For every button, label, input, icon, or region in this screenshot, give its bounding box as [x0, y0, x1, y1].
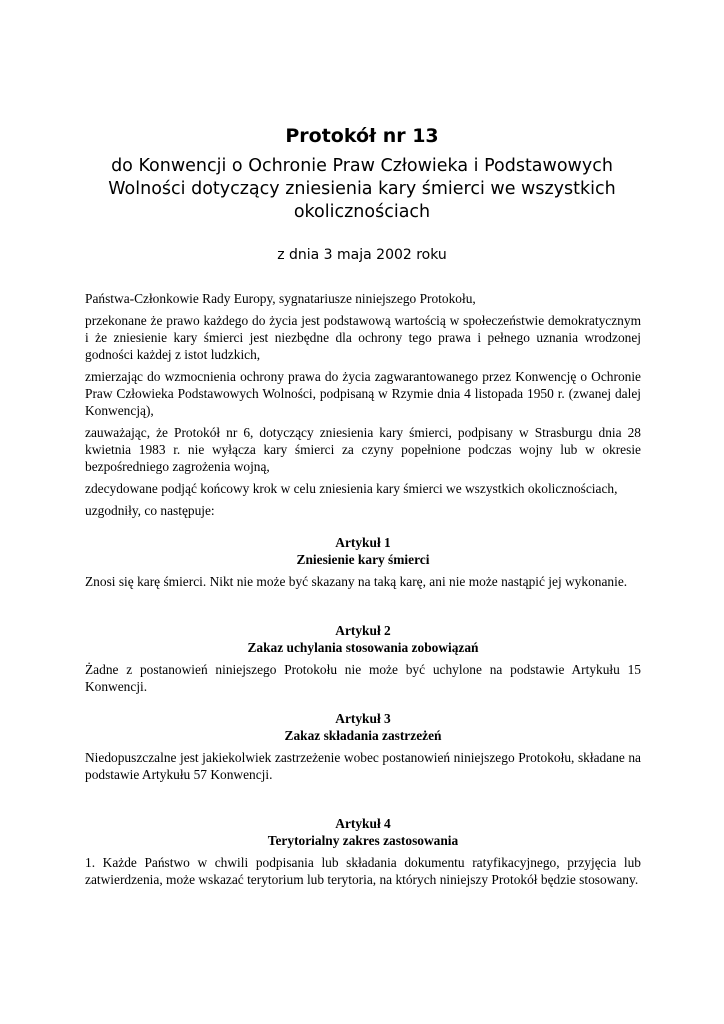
article-1: [85, 534, 641, 595]
article-text: Znosi się karę śmierci. Nikt nie może być skazany na taką karę, ani nie może nastąpić jej wykonanie.: [85, 574, 628, 589]
article-title: Zakaz uchylania stosowania zobowiązań: [247, 640, 479, 655]
article-number: Artykuł 1: [335, 535, 391, 550]
article-number: Artykuł 3: [335, 711, 391, 726]
article-text: Niedopuszczalne jest jakiekolwiek zastrzeżenie wobec postanowień niniejszego Protokołu, składane na podstawie Artykułu 57 Konwencji.: [85, 750, 641, 782]
article-text: Żadne z postanowień niniejszego Protokołu nie może być uchylone na podstawie Artykułu 15 Konwencji.: [85, 662, 641, 694]
article-number: Artykuł 4: [335, 816, 391, 831]
preamble-paragraph: przekonane że prawo każdego do życia jest podstawową wartością w społeczeństwie demokratycznym i że zniesienie kary śmierci jest niezbędne dla ochrony tego prawa i pełnego uznania wrodzonej godności każdej z istot ludzkich,: [85, 313, 641, 362]
preamble-paragraph: zauważając, że Protokół nr 6, dotyczący zniesienia kary śmierci, podpisany w Strasburgu dnia 28 kwietnia 1983 r. nie wyłącza kary śmierci za czyny popełnione podczas wojny lub w okresie bezpośredniego zagrożenia wojną,: [85, 425, 641, 474]
article-2: [85, 622, 641, 700]
article-title: Terytorialny zakres zastosowania: [267, 833, 459, 848]
document-subtitle: do Konwencji o Ochronie Praw Człowieka i Podstawowych Wolności dotyczący zniesienia kary śmierci we wszystkich okolicznościach: [108, 156, 616, 222]
preamble-paragraph: zmierzając do wzmocnienia ochrony prawa do życia zagwarantowanego przez Konwencję o Ochronie Praw Człowieka Podstawowych Wolności, podpisaną w Rzymie dnia 4 listopada 1950 r. (zwanej dalej Konwencją),: [85, 369, 641, 418]
article-3: [85, 710, 641, 788]
article-4: [85, 815, 641, 893]
preamble-paragraph: Państwa-Członkowie Rady Europy, sygnatariusze niniejszego Protokołu,: [85, 291, 476, 306]
preamble: [85, 290, 641, 524]
article-title: Zakaz składania zastrzeżeń: [284, 728, 442, 743]
article-title: Zniesienie kary śmierci: [296, 552, 430, 567]
document-title: Protokół nr 13: [285, 125, 439, 147]
preamble-paragraph: zdecydowane podjąć końcowy krok w celu zniesienia kary śmierci we wszystkich okolicznościach,: [85, 481, 618, 496]
article-number: Artykuł 2: [335, 623, 391, 638]
preamble-paragraph: uzgodniły, co następuje:: [85, 503, 215, 518]
article-text: 1. Każde Państwo w chwili podpisania lub składania dokumentu ratyfikacyjnego, przyjęcia lub zatwierdzenia, może wskazać terytorium lub terytoria, na których niniejszy Protokół będzie stosowany.: [85, 855, 641, 887]
document-date: z dnia 3 maja 2002 roku: [277, 247, 447, 263]
